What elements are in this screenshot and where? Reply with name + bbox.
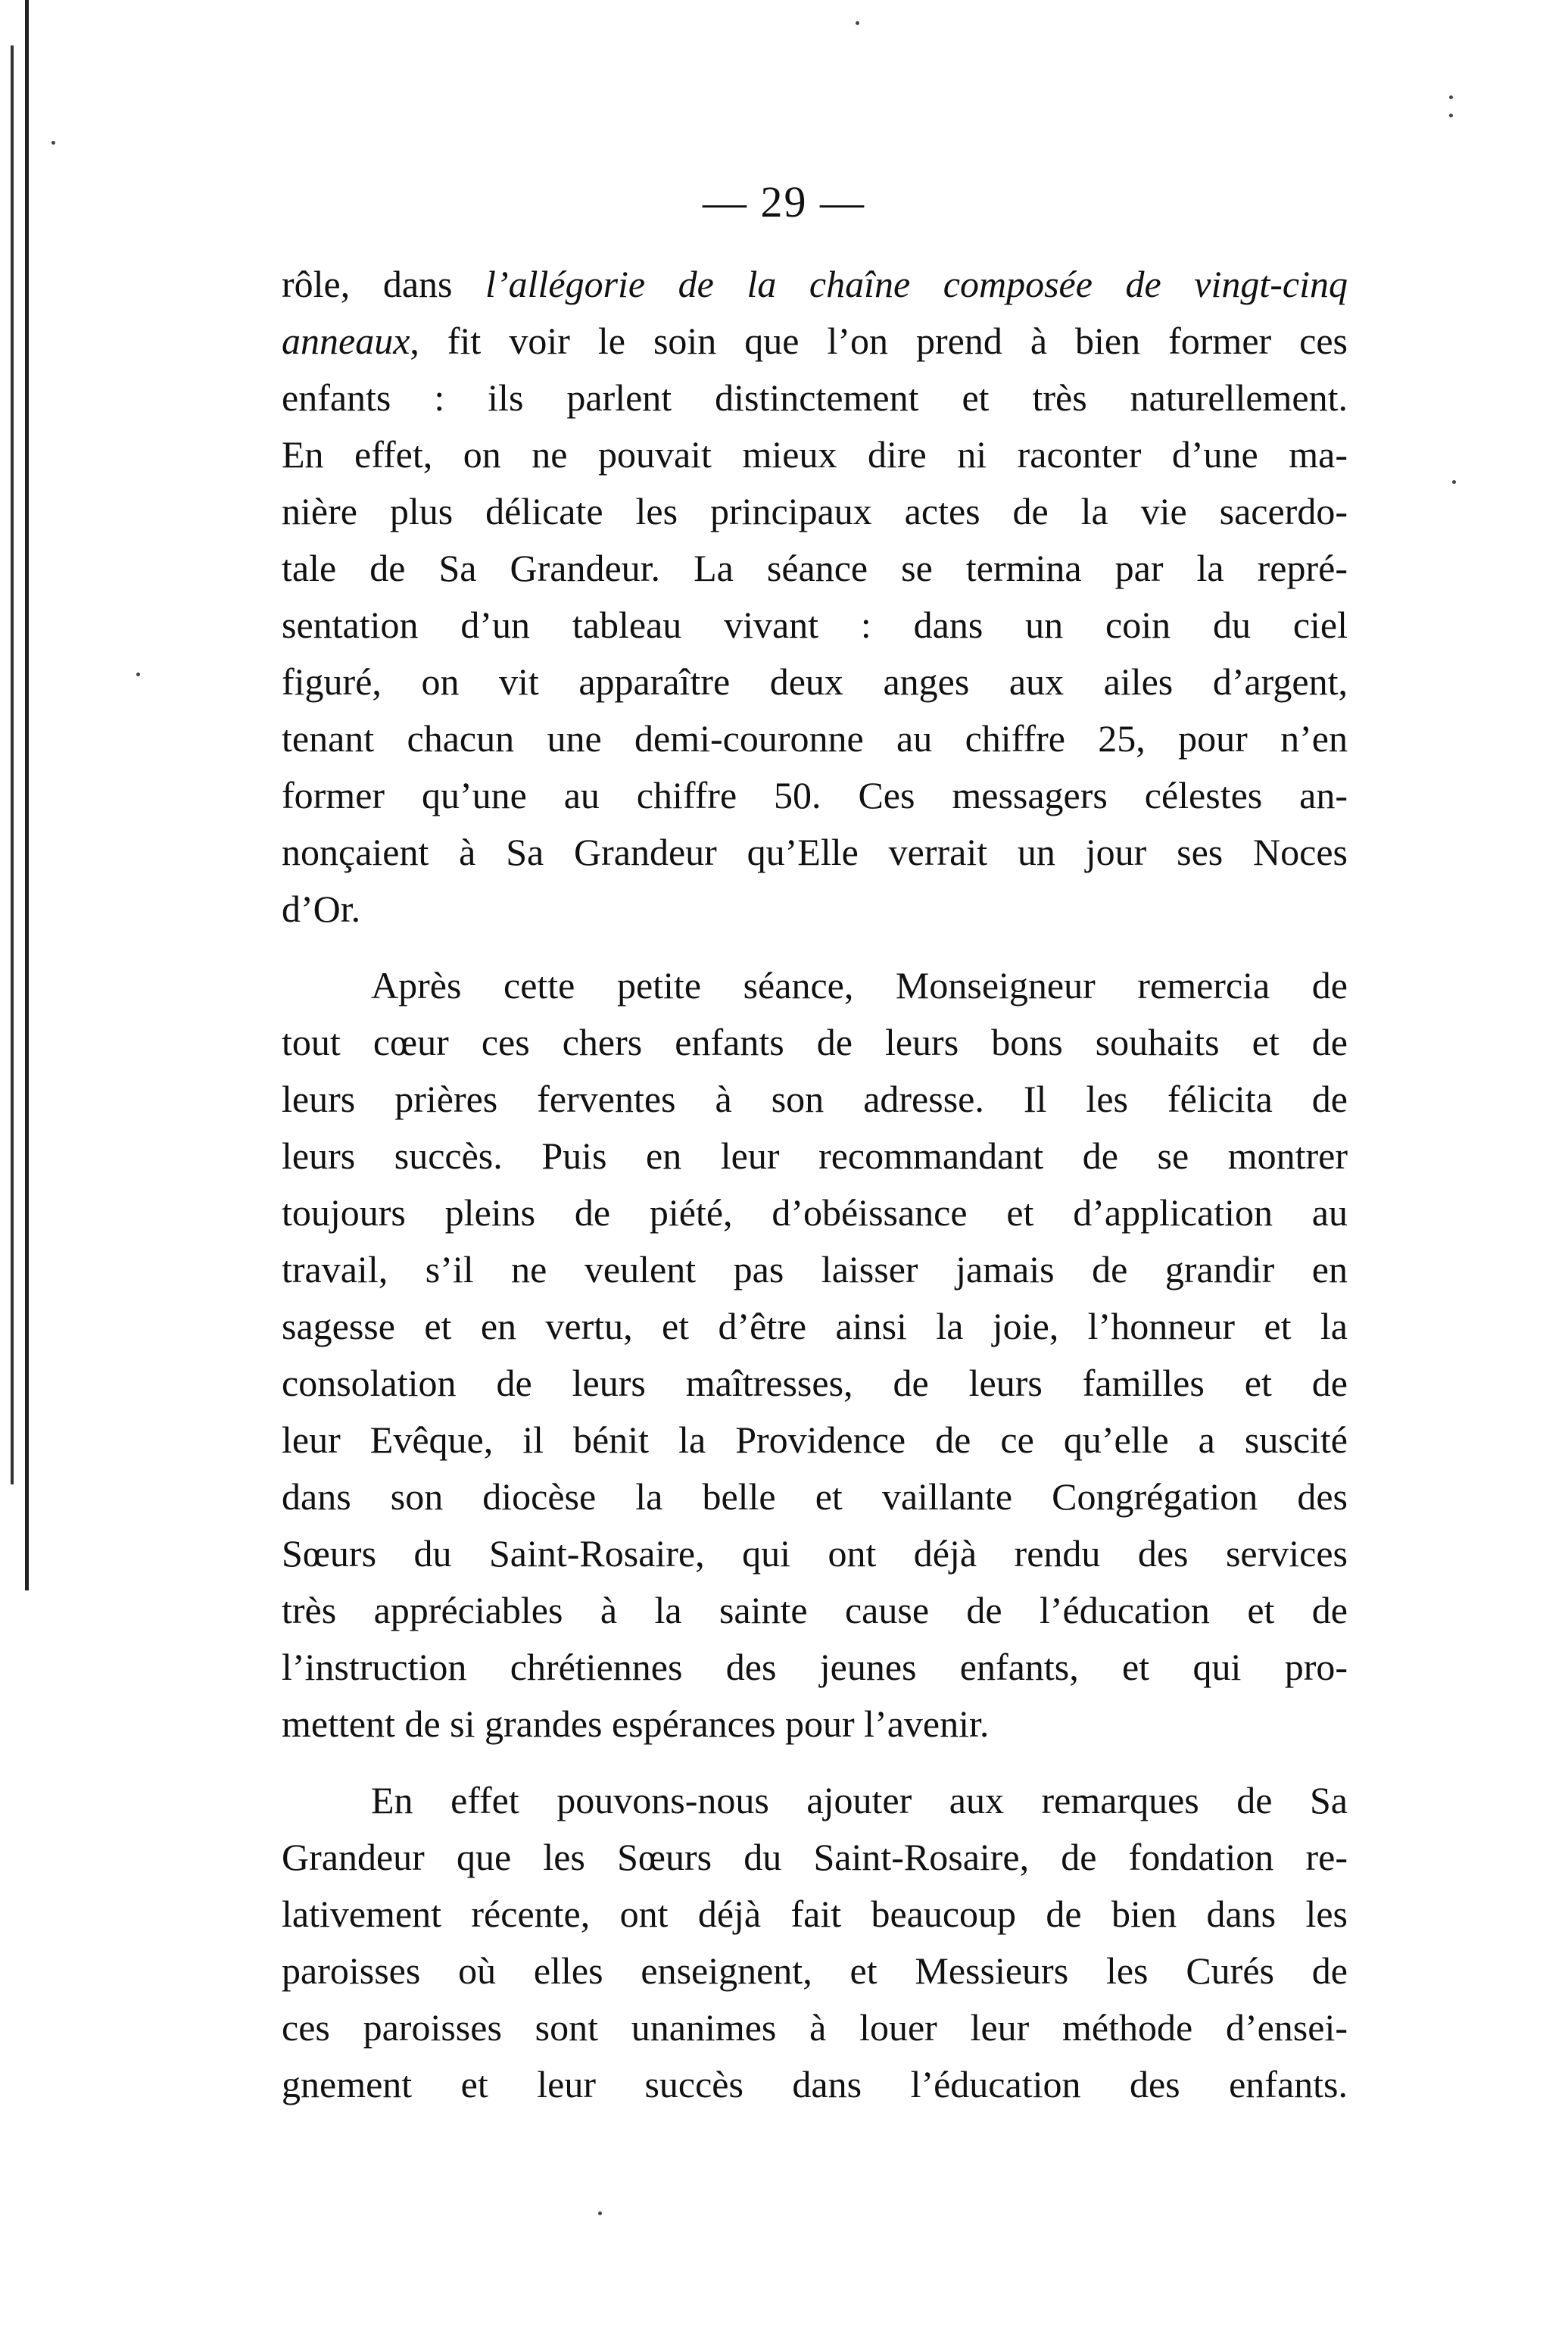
text-line <box>282 654 1348 710</box>
text-line <box>282 1639 1348 1696</box>
text-run: sagesse et en vertu, et d’être ainsi la joie, l’honneur et la <box>282 1305 1348 1347</box>
text-run: très appréciables à la sainte cause de l’éducation et de <box>282 1589 1348 1631</box>
paragraph-gap <box>282 938 1348 957</box>
text-line <box>282 1128 1348 1184</box>
text-run: Sœurs du Saint-Rosaire, qui ont déjà rendu des services <box>282 1532 1348 1575</box>
italic-text: l’allégorie de la chaîne composée de vingt-cinq <box>485 263 1348 305</box>
scan-binding-line <box>11 45 14 1484</box>
text-run: nonçaient à Sa Grandeur qu’Elle verrait un jour ses Noces <box>282 831 1348 873</box>
text-line <box>282 256 1348 313</box>
text-run: ces paroisses sont unanimes à louer leur méthode d’ensei- <box>282 2006 1348 2049</box>
text-line <box>282 2056 1348 2113</box>
text-line <box>282 313 1348 370</box>
text-run: rôle, dans <box>282 263 486 305</box>
text-run: nière plus délicate les principaux actes de la vie sacerdo- <box>282 490 1348 532</box>
text-line <box>282 426 1348 483</box>
text-run: paroisses où elles enseignent, et Messieurs les Curés de <box>282 1949 1348 1992</box>
text-line <box>282 767 1348 824</box>
text-line <box>282 370 1348 426</box>
text-line <box>282 1298 1348 1355</box>
text-run: leurs succès. Puis en leur recommandant de se montrer <box>282 1135 1348 1177</box>
text-line <box>282 540 1348 597</box>
scan-speck <box>51 141 55 145</box>
text-run: dans son diocèse la belle et vaillante Congrégation des <box>282 1475 1348 1518</box>
paragraph <box>282 957 1348 1753</box>
scan-speck <box>856 21 859 25</box>
italic-text: anneaux <box>282 320 410 362</box>
text-line <box>282 824 1348 881</box>
text-run: En effet, on ne pouvait mieux dire ni raconter d’une ma- <box>282 433 1348 476</box>
text-line <box>282 881 1348 938</box>
text-line <box>282 1829 1348 1886</box>
text-line <box>282 1355 1348 1412</box>
text-run: tenant chacun une demi-couronne au chiffre 25, pour n’en <box>282 717 1348 760</box>
text-run: Grandeur que les Sœurs du Saint-Rosaire, de fondation re- <box>282 1836 1348 1878</box>
text-run: former qu’une au chiffre 50. Ces messagers célestes an- <box>282 774 1348 816</box>
text-line <box>282 1999 1348 2056</box>
text-run: leur Evêque, il bénit la Providence de ce qu’elle a suscité <box>282 1419 1348 1461</box>
text-run: Après cette petite séance, Monseigneur remercia de <box>371 964 1348 1007</box>
text-run: enfants : ils parlent distinctement et très naturellement. <box>282 376 1348 419</box>
scan-speck <box>136 673 140 676</box>
text-line <box>282 1696 1348 1753</box>
text-run: tout cœur ces chers enfants de leurs bons souhaits et de <box>282 1021 1348 1063</box>
text-run: tale de Sa Grandeur. La séance se termina par la repré- <box>282 547 1348 589</box>
text-line <box>282 1943 1348 1999</box>
text-line <box>282 597 1348 654</box>
paragraph <box>282 1772 1348 2113</box>
text-run: l’instruction chrétiennes des jeunes enfants, et qui pro- <box>282 1646 1348 1688</box>
page-number: — 29 — <box>703 177 865 226</box>
text-run: En effet pouvons-nous ajouter aux remarques de Sa <box>371 1779 1348 1821</box>
scan-page-edge <box>0 0 29 1590</box>
text-run: consolation de leurs maîtresses, de leurs familles et de <box>282 1362 1348 1404</box>
text-line <box>282 1582 1348 1639</box>
paragraph <box>282 256 1348 938</box>
text-line <box>282 1525 1348 1582</box>
paragraph-gap <box>282 1753 1348 1772</box>
text-run: , fit voir le soin que l’on prend à bien former ces <box>410 320 1348 362</box>
scan-speck <box>598 2211 602 2215</box>
text-line <box>282 1886 1348 1943</box>
text-line <box>282 1772 1348 1829</box>
text-line <box>282 957 1348 1014</box>
text-line <box>282 710 1348 767</box>
text-line <box>282 1469 1348 1525</box>
text-run: mettent de si grandes espérances pour l’avenir. <box>282 1703 990 1745</box>
text-run: travail, s’il ne veulent pas laisser jamais de grandir en <box>282 1248 1348 1291</box>
text-run: figuré, on vit apparaître deux anges aux ailes d’argent, <box>282 660 1348 703</box>
text-line <box>282 1071 1348 1128</box>
scan-speck <box>1449 95 1453 99</box>
text-run: lativement récente, ont déjà fait beaucoup de bien dans les <box>282 1893 1348 1935</box>
text-run: gnement et leur succès dans l’éducation des enfants. <box>282 2063 1348 2105</box>
text-line <box>282 1412 1348 1469</box>
text-run: toujours pleins de piété, d’obéissance et d’application au <box>282 1191 1348 1234</box>
scan-speck <box>1452 480 1456 484</box>
text-line <box>282 1184 1348 1241</box>
text-line <box>282 483 1348 540</box>
text-run: sentation d’un tableau vivant : dans un coin du ciel <box>282 604 1348 646</box>
text-line <box>282 1014 1348 1071</box>
body-text <box>282 256 1348 2113</box>
text-line <box>282 1241 1348 1298</box>
scan-speck <box>1449 114 1453 117</box>
text-run: leurs prières ferventes à son adresse. Il les félicita de <box>282 1078 1348 1120</box>
text-run: d’Or. <box>282 888 361 930</box>
